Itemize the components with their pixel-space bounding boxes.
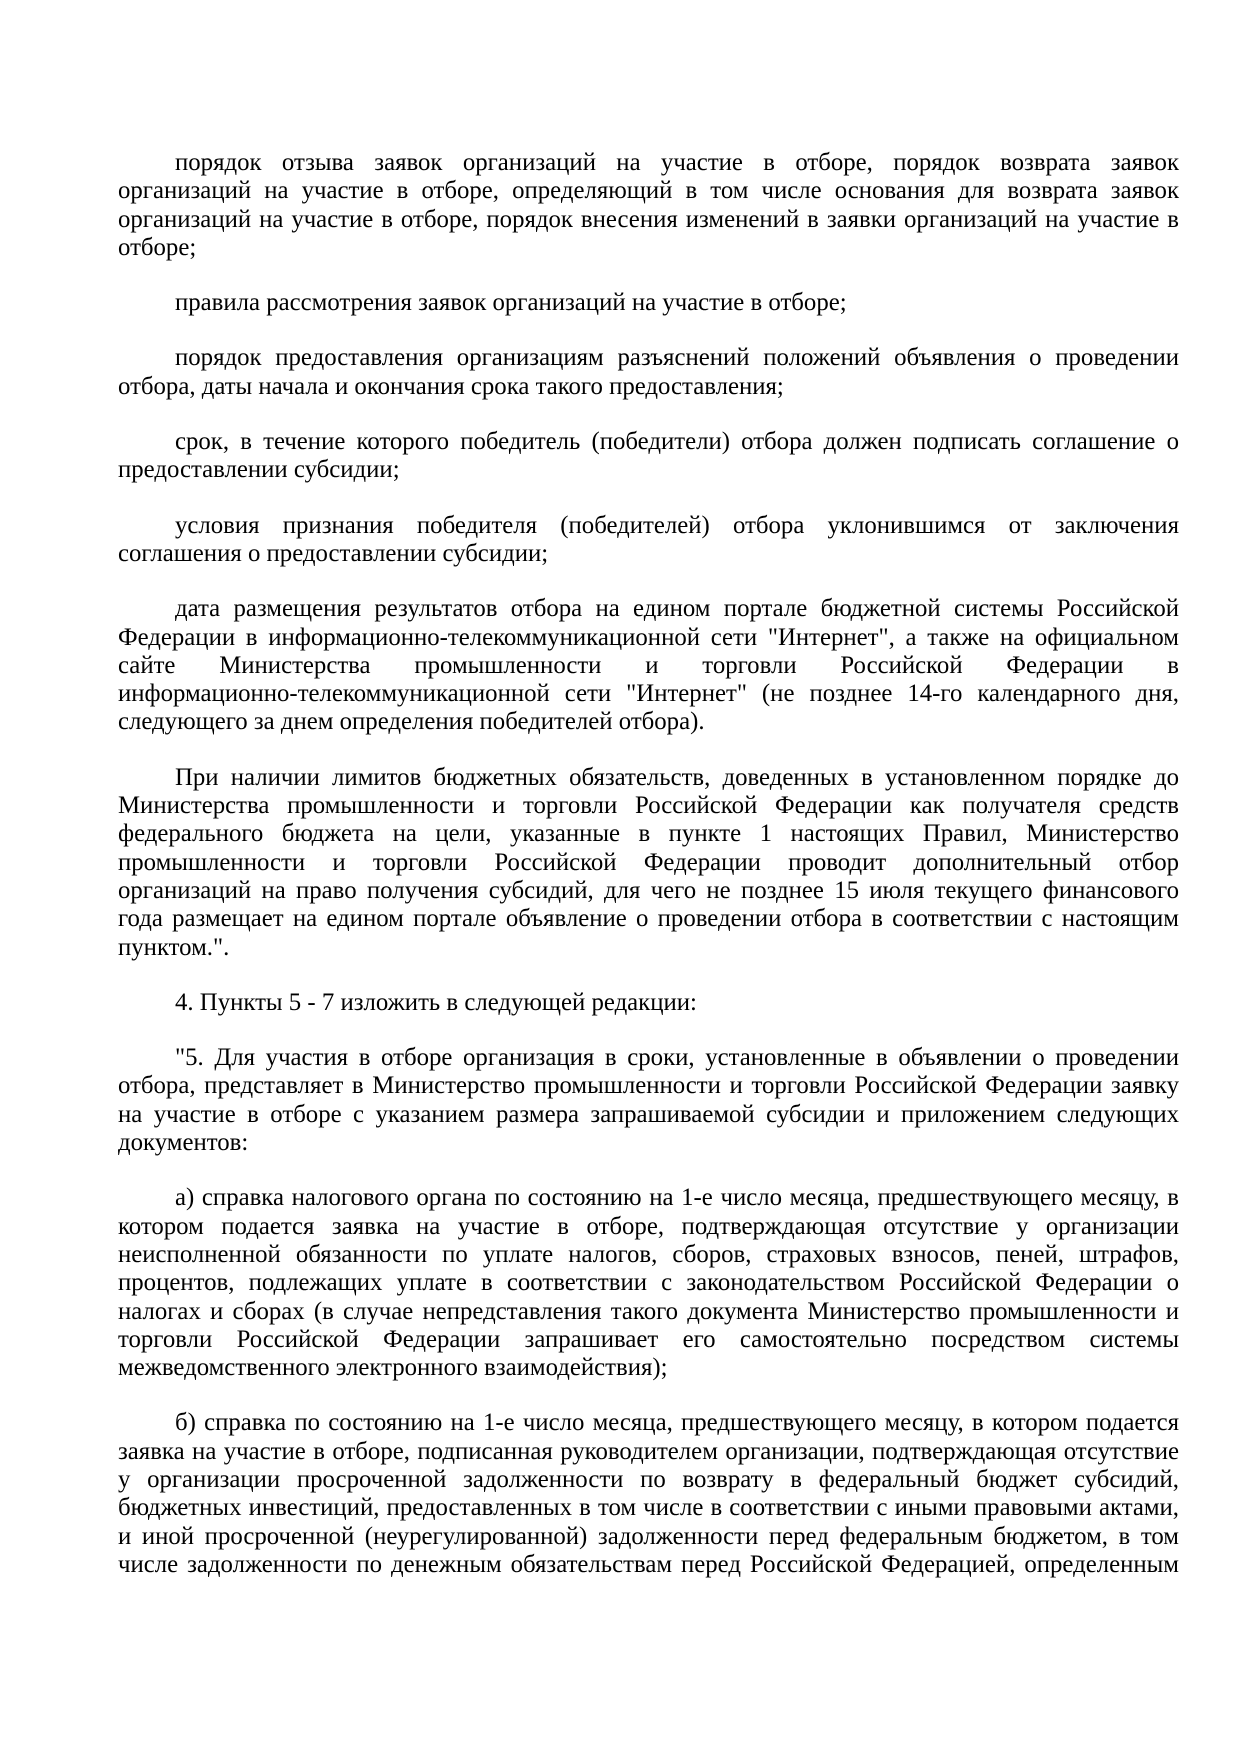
paragraph-results-publication-date	[118, 595, 1179, 736]
text-line: котором подается заявка на участие в отборе, подтверждающая отсутствие у организации	[118, 1212, 1179, 1240]
text-line: организаций на участие в отборе, определяющий в том числе основания для возврата заявок	[118, 177, 1179, 205]
text-line: а) справка налогового органа по состоянию на 1-е число месяца, предшествующего месяцу, в	[175, 1184, 1179, 1212]
text-line: сайте Министерства промышленности и торговли Российской Федерации в	[118, 651, 1179, 679]
text-line: пунктом.".	[118, 933, 230, 961]
paragraph-winner-evasion-conditions	[118, 512, 1179, 569]
text-line: числе задолженности по денежным обязательствам перед Российской Федерацией, определенным	[118, 1550, 1179, 1578]
text-line: информационно-телекоммуникационной сети "Интернет" (не позднее 14-го календарного дня,	[118, 680, 1179, 708]
text-line: предоставлении субсидии;	[118, 456, 400, 484]
text-line: б) справка по состоянию на 1-е число месяца, предшествующего месяцу, в котором подается	[175, 1409, 1179, 1437]
paragraph-item-4-heading	[118, 989, 1179, 1017]
text-line: заявка на участие в отборе, подписанная руководителем организации, подтверждающая отсутствие	[118, 1437, 1179, 1465]
text-line: отбора, представляет в Министерство промышленности и торговли Российской Федерации заявку	[118, 1072, 1179, 1100]
text-line: и иной просроченной (неурегулированной) задолженности перед федеральным бюджетом, в том	[118, 1522, 1179, 1550]
text-line: межведомственного электронного взаимодействия);	[118, 1354, 668, 1382]
text-line: правила рассмотрения заявок организаций на участие в отборе;	[175, 289, 847, 317]
paragraph-subitem-b-debt-certificate	[118, 1409, 1179, 1579]
text-line: срок, в течение которого победитель (победители) отбора должен подписать соглашение о	[175, 428, 1179, 456]
text-line: неисполненной обязанности по уплате налогов, сборов, страховых взносов, пеней, штрафов,	[118, 1240, 1179, 1268]
text-line: на участие в отборе с указанием размера запрашиваемой субсидии и приложением следующих	[118, 1100, 1179, 1128]
text-line: бюджетных инвестиций, предоставленных в том числе в соответствии с иными правовыми актами,	[118, 1494, 1179, 1522]
paragraph-agreement-signing-deadline	[118, 428, 1179, 485]
paragraph-additional-selection	[118, 764, 1179, 962]
paragraph-application-withdrawal-procedure	[118, 149, 1179, 262]
text-line: федерального бюджета на цели, указанные в пункте 1 настоящих Правил, Министерство	[118, 820, 1179, 848]
text-line: у организации просроченной задолженности по возврату в федеральный бюджет субсидий,	[118, 1465, 1179, 1493]
document-body	[118, 149, 1179, 1606]
text-line: организаций на право получения субсидий, для чего не позднее 15 июля текущего финансового	[118, 876, 1179, 904]
text-line: Федерации в информационно-телекоммуникационной сети "Интернет", а также на официальном	[118, 623, 1179, 651]
text-line: года размещает на едином портале объявление о проведении отбора в соответствии с настоящим	[118, 905, 1179, 933]
text-line: торговли Российской Федерации запрашивает его самостоятельно посредством системы	[118, 1325, 1179, 1353]
text-line: налогах и сборах (в случае непредставления такого документа Министерство промышленности и	[118, 1297, 1179, 1325]
text-line: порядок предоставления организациям разъяснений положений объявления о проведении	[175, 344, 1179, 372]
text-line: При наличии лимитов бюджетных обязательств, доведенных в установленном порядке до	[175, 763, 1179, 791]
text-line: условия признания победителя (победителей) отбора уклонившимся от заключения	[175, 511, 1179, 539]
paragraph-application-review-rules	[118, 289, 1179, 317]
text-line: дата размещения результатов отбора на едином портале бюджетной системы Российской	[175, 595, 1179, 623]
text-line: 4. Пункты 5 - 7 изложить в следующей редакции:	[175, 988, 697, 1016]
text-line: промышленности и торговли Российской Федерации проводит дополнительный отбор	[118, 848, 1179, 876]
text-line: соглашения о предоставлении субсидии;	[118, 539, 549, 567]
text-line: порядок отзыва заявок организаций на участие в отборе, порядок возврата заявок	[175, 149, 1179, 176]
text-line: организаций на участие в отборе, порядок внесения изменений в заявки организаций на участие в	[118, 205, 1179, 233]
text-line: документов:	[118, 1129, 249, 1157]
text-line: процентов, подлежащих уплате в соответствии с законодательством Российской Федерации о	[118, 1269, 1179, 1297]
paragraph-clarification-procedure	[118, 344, 1179, 401]
paragraph-item-5-application	[118, 1044, 1179, 1157]
text-line: отборе;	[118, 233, 197, 261]
text-line: отбора, даты начала и окончания срока такого предоставления;	[118, 372, 784, 400]
paragraph-subitem-a-tax-certificate	[118, 1184, 1179, 1382]
text-line: Министерства промышленности и торговли Российской Федерации как получателя средств	[118, 792, 1179, 820]
text-line: "5. Для участия в отборе организация в сроки, установленные в объявлении о проведении	[175, 1044, 1179, 1072]
text-line: следующего за днем определения победителей отбора).	[118, 708, 705, 736]
